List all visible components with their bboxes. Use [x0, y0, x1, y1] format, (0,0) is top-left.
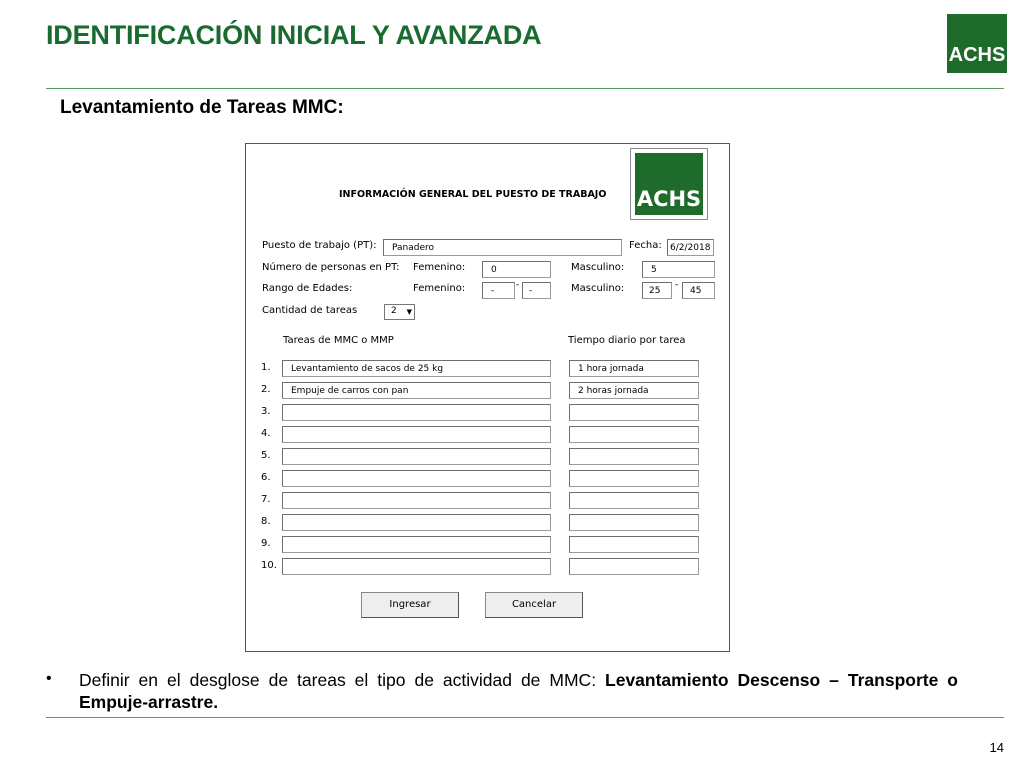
tasks-column-header: Tareas de MMC o MMP [283, 335, 394, 346]
cantidad-label: Cantidad de tareas [262, 305, 358, 316]
task-time-input[interactable] [569, 470, 699, 487]
task-row-number: 8. [261, 516, 271, 527]
task-name-input[interactable] [282, 536, 551, 553]
masculino-age-separator: - [675, 280, 679, 290]
fecha-input[interactable]: 6/2/2018 [667, 239, 714, 256]
job-info-form [245, 143, 730, 652]
task-time-input[interactable] [569, 536, 699, 553]
form-achs-logo: ACHS [635, 153, 703, 215]
task-row-number: 5. [261, 450, 271, 461]
task-row-number: 1. [261, 362, 271, 373]
task-row-number: 6. [261, 472, 271, 483]
puesto-label: Puesto de trabajo (PT): [262, 240, 377, 251]
task-time-input[interactable] [569, 492, 699, 509]
femenino-age-max-input[interactable]: - [522, 282, 551, 299]
masculino-age-label: Masculino: [571, 283, 625, 294]
bullet-text-bold: Levantamiento Descenso – Transporte o Empuje-arrastre. [79, 670, 958, 712]
task-name-input[interactable] [282, 448, 551, 465]
femenino-count-label: Femenino: [413, 262, 466, 273]
bullet-marker: • [46, 670, 52, 687]
task-name-input[interactable] [282, 558, 551, 575]
task-row-number: 10. [261, 560, 277, 571]
bullet-text-plain: Definir en el desglose de tareas el tipo de actividad de MMC: [79, 670, 606, 690]
femenino-age-min-input[interactable]: - [482, 282, 515, 299]
footer-divider [46, 717, 1004, 718]
task-row-number: 4. [261, 428, 271, 439]
puesto-input[interactable]: Panadero [383, 239, 622, 256]
task-row-number: 3. [261, 406, 271, 417]
task-row-number: 2. [261, 384, 271, 395]
task-name-input[interactable] [282, 514, 551, 531]
task-name-input[interactable] [282, 404, 551, 421]
header-divider [46, 88, 1004, 89]
masculino-count-label: Masculino: [571, 262, 625, 273]
task-row-number: 9. [261, 538, 271, 549]
task-name-input[interactable] [282, 492, 551, 509]
task-time-input[interactable] [569, 514, 699, 531]
femenino-count-input[interactable]: 0 [482, 261, 551, 278]
cancelar-button[interactable]: Cancelar [485, 592, 583, 618]
femenino-age-separator: - [516, 280, 520, 290]
slide-title: IDENTIFICACIÓN INICIAL Y AVANZADA [46, 20, 542, 50]
task-time-input[interactable] [569, 404, 699, 421]
cantidad-select[interactable] [384, 304, 415, 320]
task-time-input[interactable] [569, 448, 699, 465]
page-number: 14 [989, 740, 1004, 755]
task-name-input[interactable]: Levantamiento de sacos de 25 kg [282, 360, 551, 377]
masculino-count-input[interactable]: 5 [642, 261, 715, 278]
bullet-text [79, 669, 958, 713]
num-personas-label: Número de personas en PT: [262, 262, 400, 273]
masculino-age-max-input[interactable]: 45 [682, 282, 715, 299]
task-name-input[interactable] [282, 470, 551, 487]
cantidad-value: 2 [391, 306, 397, 316]
task-name-input[interactable] [282, 426, 551, 443]
ingresar-button[interactable]: Ingresar [361, 592, 459, 618]
section-subtitle: Levantamiento de Tareas MMC: [60, 97, 344, 118]
rango-label: Rango de Edades: [262, 283, 353, 294]
task-name-input[interactable]: Empuje de carros con pan [282, 382, 551, 399]
form-logo-frame [630, 148, 708, 220]
femenino-age-label: Femenino: [413, 283, 466, 294]
form-heading: INFORMACIÓN GENERAL DEL PUESTO DE TRABAJO [339, 189, 607, 200]
task-time-input[interactable]: 1 hora jornada [569, 360, 699, 377]
achs-logo: ACHS [947, 14, 1007, 73]
task-time-input[interactable]: 2 horas jornada [569, 382, 699, 399]
time-column-header: Tiempo diario por tarea [568, 335, 686, 346]
masculino-age-min-input[interactable]: 25 [642, 282, 672, 299]
task-time-input[interactable] [569, 558, 699, 575]
fecha-label: Fecha: [629, 240, 662, 251]
task-row-number: 7. [261, 494, 271, 505]
chevron-down-icon[interactable]: ▼ [406, 308, 412, 316]
task-time-input[interactable] [569, 426, 699, 443]
